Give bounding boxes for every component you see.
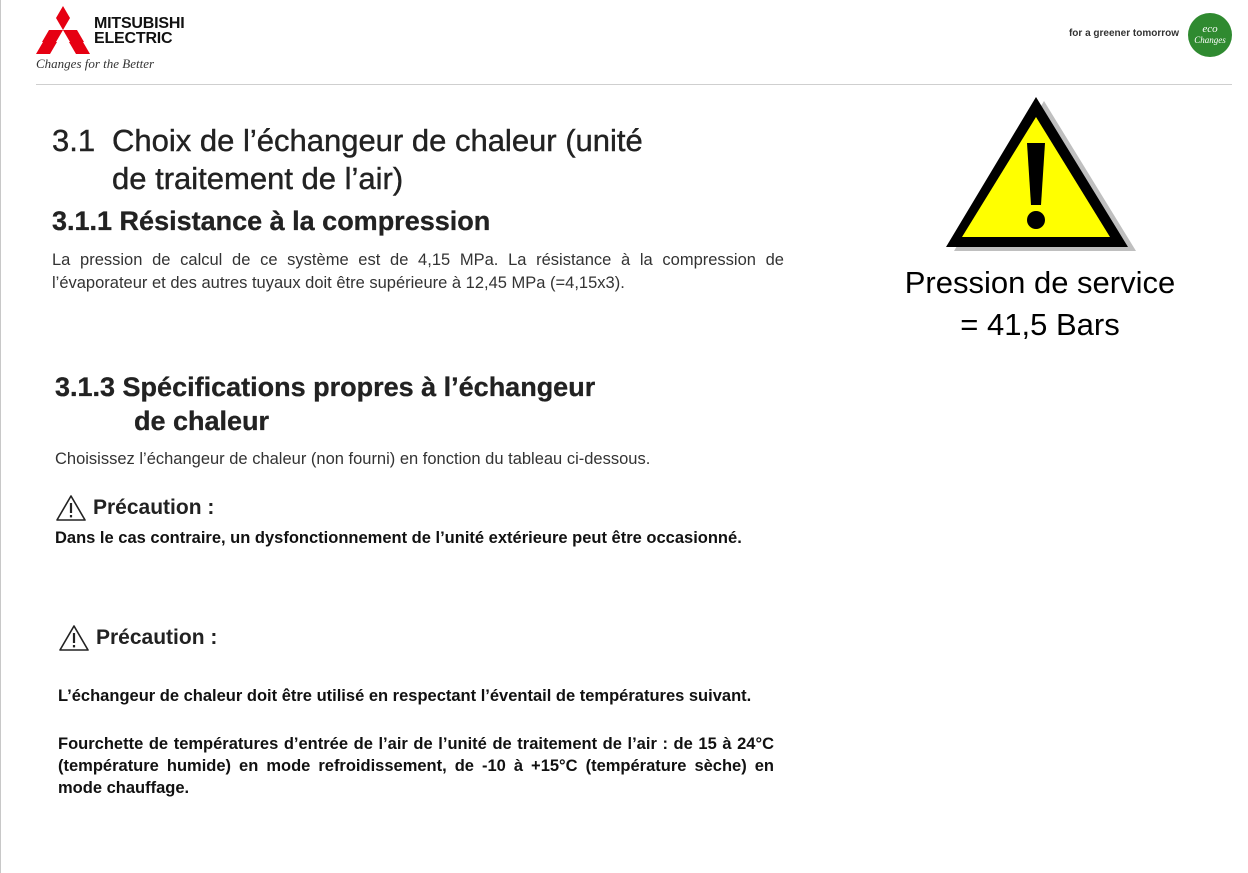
- left-border: [0, 0, 1, 873]
- brand-tagline: Changes for the Better: [36, 56, 155, 71]
- caution-icon: [55, 494, 87, 522]
- service-pressure-label: Pression de service = 41,5 Bars: [904, 265, 1176, 342]
- header-divider: [36, 84, 1232, 85]
- caution-heading-2: Précaution :: [58, 624, 217, 652]
- three-diamonds-icon: [36, 6, 90, 54]
- warning-triangle-icon: [940, 95, 1140, 255]
- caution-icon: [58, 624, 90, 652]
- eco-changes-icon: eco Changes: [1188, 13, 1232, 57]
- section-heading-3-1-1: 3.1.1 Résistance à la compression: [52, 206, 491, 236]
- mitsubishi-logo: [36, 4, 236, 74]
- brand-name: MITSUBISHI ELECTRIC: [94, 15, 185, 47]
- caution-1-text: Dans le cas contraire, un dysfonctionnement de l’unité extérieure peut être occasionné.: [55, 529, 742, 547]
- eco-tagline: for a greener tomorrow: [1068, 28, 1179, 39]
- section-3-1-1-body: La pression de calcul de ce système est de 4,15 MPa. La résistance à la compression de l’évaporateur et des autres tuyaux doit être supérieure à 12,45 MPa (=4,15x3).: [52, 251, 784, 292]
- section-heading-3-1-3: 3.1.3 Spécifications propres à l’échangeur de chaleur: [55, 372, 596, 436]
- section-heading-3-1: 3.1 Choix de l’échangeur de chaleur (unité de traitement de l’air): [52, 123, 643, 196]
- caution-2-text-1: L’échangeur de chaleur doit être utilisé en respectant l’éventail de températures suivant.: [58, 687, 752, 705]
- section-3-1-3-body: Choisissez l’échangeur de chaleur (non fourni) en fonction du tableau ci-dessous.: [55, 450, 651, 468]
- caution-heading-1: Précaution :: [55, 494, 214, 522]
- caution-2-text-2: Fourchette de températures d’entrée de l’air de l’unité de traitement de l’air : de 15 à 24°C (température humide) en mode refroidissement, de -10 à +15°C (température sèche) en mode chauffage.: [58, 735, 774, 797]
